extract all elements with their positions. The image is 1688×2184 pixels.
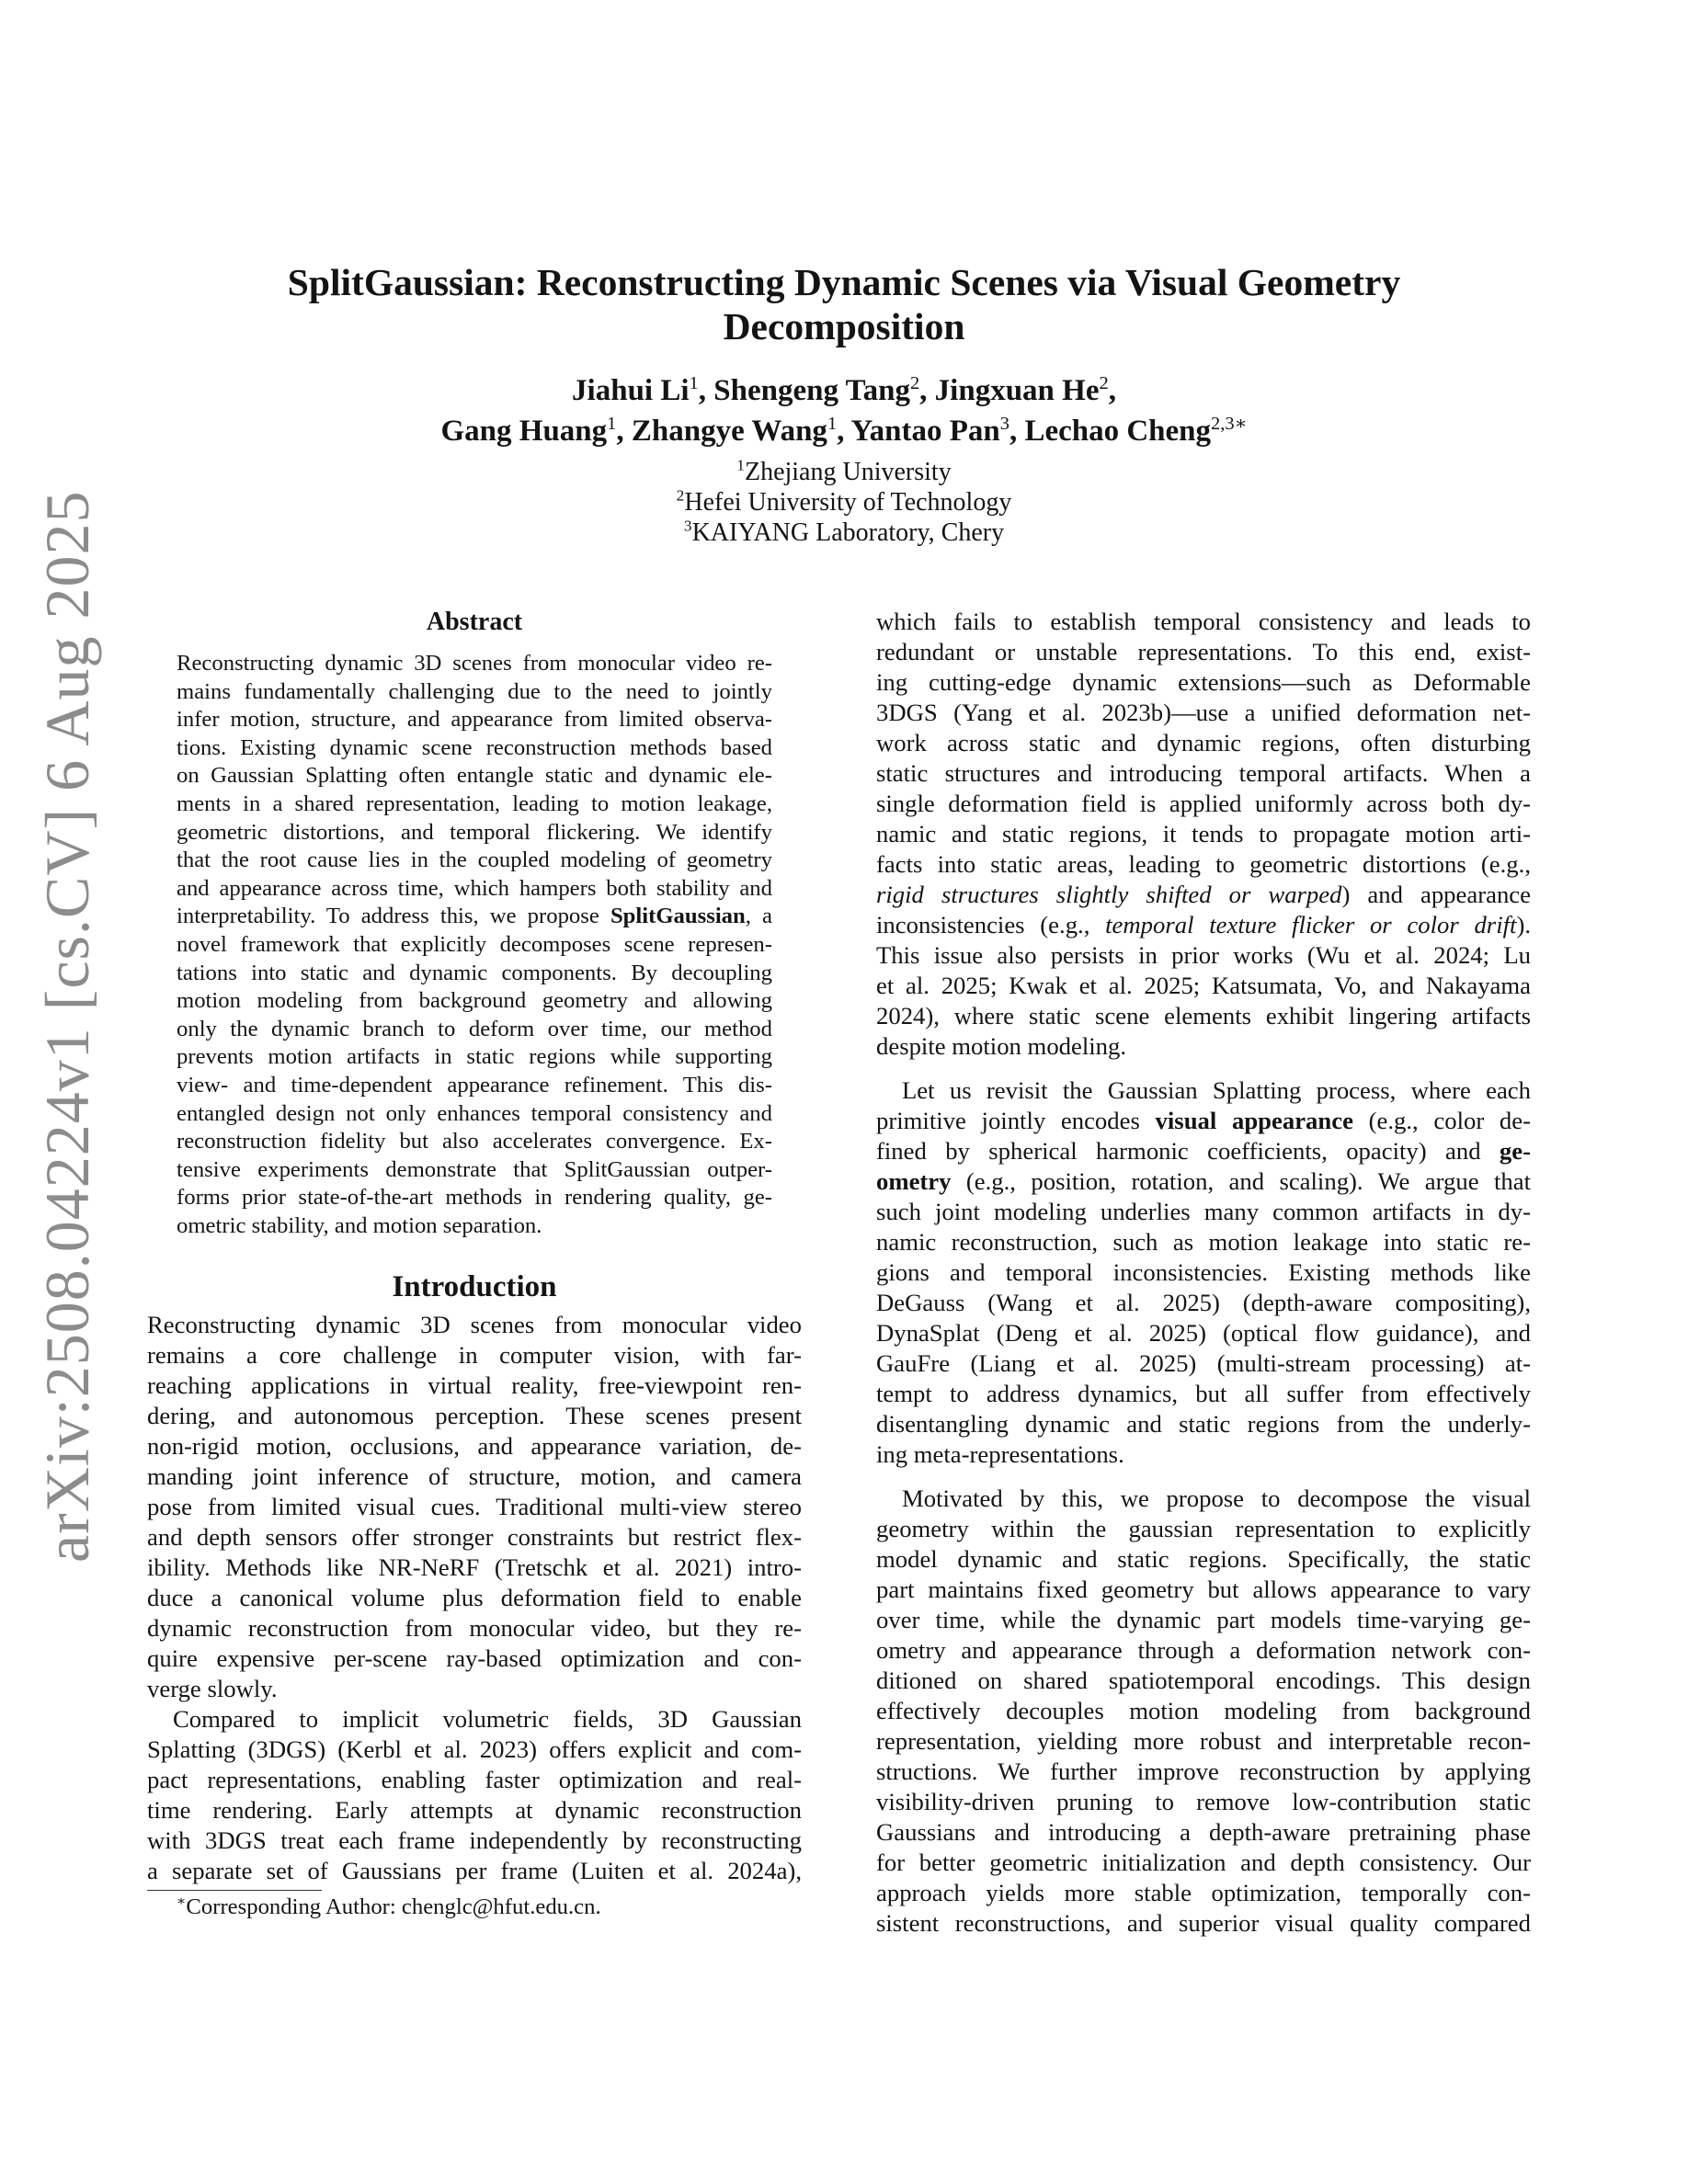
body-line: [876, 1136, 1531, 1166]
title-line-1: SplitGaussian: Reconstructing Dynamic Scenes via Visual Geometry: [287, 261, 1401, 303]
body-line: tempt to address dynamics, but all suffer from effectively: [876, 1380, 1531, 1407]
method-name: SplitGaussian: [610, 904, 746, 929]
author-name: Jiahui Li: [572, 374, 690, 407]
arxiv-identifier-stamp: arXiv:2508.04224v1 [cs.CV] 6 Aug 2025: [32, 490, 102, 1563]
author-affiliation-mark: 2: [909, 373, 920, 393]
body-line: facts into static areas, leading to geometric distortions (e.g.,: [876, 850, 1531, 878]
author-separator: ,: [919, 374, 935, 407]
italic-example: temporal texture flicker or color drift: [1105, 911, 1517, 938]
affiliation-mark: 2: [676, 486, 685, 505]
body-line: namic and static regions, it tends to propagate motion arti-: [876, 820, 1531, 847]
abstract-line: novel framework that explicitly decomposes scene represen-: [177, 931, 772, 957]
body-text: (e.g., color de-: [1352, 1107, 1531, 1134]
paper-title: [0, 260, 1688, 348]
author-line-2: [0, 411, 1688, 451]
abstract-line: ments in a shared representation, leading to motion leakage,: [177, 791, 772, 816]
body-line: [876, 1166, 1531, 1197]
affiliation-item: [0, 487, 1688, 518]
abstract-line: forms prior state-of-the-art methods in rendering quality, ge-: [177, 1185, 772, 1211]
body-line: single deformation field is applied uniformly across both dy-: [876, 790, 1531, 817]
affiliation-item: [0, 518, 1688, 548]
body-line: structions. We further improve reconstruction by applying: [876, 1757, 1531, 1785]
body-line: which fails to establish temporal consistency and leads to: [876, 608, 1531, 635]
author-name: Yantao Pan: [850, 415, 1000, 448]
body-line: model dynamic and static regions. Specifically, the static: [876, 1545, 1531, 1573]
abstract-line: mains fundamentally challenging due to the need to jointly: [177, 678, 772, 704]
abstract-body: [177, 650, 772, 1240]
affiliation-name: Hefei University of Technology: [684, 488, 1012, 517]
intro-line: Reconstructing dynamic 3D scenes from monocular video: [147, 1311, 802, 1338]
footnote-rule: [147, 1890, 322, 1891]
affiliation-name: Zhejiang University: [744, 458, 952, 486]
affiliation-name: KAIYANG Laboratory, Chery: [691, 518, 1005, 547]
body-line: [876, 880, 1531, 910]
body-line: approach yields more stable optimization, temporally con-: [876, 1879, 1531, 1906]
author-name: Zhangye Wang: [631, 415, 827, 448]
body-line: ing cutting-edge dynamic extensions—such as Deformable: [876, 668, 1531, 696]
abstract-line: tions. Existing dynamic scene reconstruction methods based: [177, 734, 772, 760]
author-name: Jingxuan He: [934, 374, 1100, 407]
bold-term: ometry: [876, 1167, 952, 1195]
author-affiliation-mark: 2: [1099, 373, 1109, 393]
author-separator: ,: [698, 374, 714, 407]
body-text: primitive jointly encodes: [876, 1107, 1156, 1134]
abstract-line: [177, 903, 772, 931]
body-line: DynaSplat (Deng et al. 2025) (optical flow guidance), and: [876, 1319, 1531, 1347]
author-separator: ,: [1009, 415, 1025, 448]
body-line: 3DGS (Yang et al. 2023b)—use a unified deformation net-: [876, 699, 1531, 726]
introduction-body: [147, 1310, 802, 1886]
abstract-line: reconstruction fidelity but also accelerates convergence. Ex-: [177, 1129, 772, 1155]
author-name: Gang Huang: [440, 415, 608, 448]
author-line-1: [0, 370, 1688, 411]
introduction-heading: Introduction: [392, 1270, 557, 1303]
intro-line: quire expensive per-scene ray-based optimization and con-: [147, 1644, 802, 1672]
italic-example: rigid structures slightly shifted or warped: [876, 881, 1342, 908]
affiliation-mark: 1: [736, 456, 745, 474]
body-line: DeGauss (Wang et al. 2025) (depth-aware compositing),: [876, 1289, 1531, 1316]
author-separator: ,: [616, 415, 632, 448]
body-line: despite motion modeling.: [876, 1032, 1127, 1060]
body-line: sistent reconstructions, and superior visual quality compared: [876, 1909, 1531, 1937]
body-line: part maintains fixed geometry but allows appearance to vary: [876, 1575, 1531, 1603]
body-line: GauFre (Liang et al. 2025) (multi-stream processing) at-: [876, 1349, 1531, 1377]
body-line: static structures and introducing temporal artifacts. When a: [876, 759, 1531, 787]
intro-line: duce a canonical volume plus deformation field to enable: [147, 1584, 802, 1611]
abstract-line: motion modeling from background geometry and allowing: [177, 988, 772, 1014]
body-text: ).: [1516, 911, 1531, 938]
body-line: geometry within the gaussian representation to explicitly: [876, 1515, 1531, 1542]
body-line: 2024), where static scene elements exhibit lingering artifacts: [876, 1002, 1531, 1029]
author-separator: ,: [1108, 374, 1116, 407]
author-affiliation-mark: 1: [607, 414, 617, 434]
body-line: Motivated by this, we propose to decompose the visual: [902, 1484, 1531, 1512]
abstract-line: tations into static and dynamic components. By decoupling: [177, 960, 772, 985]
body-line: visibility-driven pruning to remove low-contribution static: [876, 1788, 1531, 1815]
abstract-line: only the dynamic branch to deform over time, our method: [177, 1016, 772, 1041]
abstract-heading: Abstract: [426, 608, 523, 636]
body-line: Gaussians and introducing a depth-aware pretraining phase: [876, 1818, 1531, 1846]
abstract-line: geometric distortions, and temporal flickering. We identify: [177, 819, 772, 845]
abstract-line: on Gaussian Splatting often entangle static and dynamic ele-: [177, 763, 772, 789]
body-line: gions and temporal inconsistencies. Existing methods like: [876, 1258, 1531, 1286]
body-text: (e.g., position, rotation, and scaling). We argue that: [951, 1167, 1531, 1195]
intro-line: a separate set of Gaussians per frame (Luiten et al. 2024a),: [147, 1857, 802, 1884]
body-line: over time, while the dynamic part models time-varying ge-: [876, 1606, 1531, 1633]
abstract-line: entangled design not only enhances temporal consistency and: [177, 1100, 772, 1126]
paragraph: [876, 607, 1531, 1062]
paragraph: [876, 1075, 1531, 1470]
abstract-line: infer motion, structure, and appearance from limited observa-: [177, 707, 772, 733]
body-line: ing meta-representations.: [876, 1440, 1124, 1468]
abstract-line: tensive experiments demonstrate that SplitGaussian outper-: [177, 1156, 772, 1182]
body-line: redundant or unstable representations. To this end, exist-: [876, 638, 1531, 665]
abstract-line: Reconstructing dynamic 3D scenes from monocular video re-: [177, 651, 772, 676]
body-line: disentangling dynamic and static regions from the underly-: [876, 1410, 1531, 1438]
body-line: namic reconstruction, such as motion leakage into static re-: [876, 1228, 1531, 1256]
author-name: Shengeng Tang: [713, 374, 910, 407]
body-line: ometry and appearance through a deformation network con-: [876, 1636, 1531, 1664]
abstract-line: view- and time-dependent appearance refinement. This dis-: [177, 1072, 772, 1098]
abstract-text: interpretability. To address this, we propose: [177, 904, 610, 929]
author-affiliation-mark: 2,3∗: [1211, 414, 1248, 434]
intro-line: dering, and autonomous perception. These scenes present: [147, 1402, 802, 1429]
author-affiliation-mark: 1: [689, 373, 699, 393]
body-line: [876, 1106, 1531, 1136]
intro-line: and depth sensors offer stronger constraints but restrict flex-: [147, 1523, 802, 1551]
body-line: such joint modeling underlies many common artifacts in dy-: [876, 1198, 1531, 1225]
author-name: Lechao Cheng: [1024, 415, 1212, 448]
body-line: This issue also persists in prior works (Wu et al. 2024; Lu: [876, 941, 1531, 969]
body-line: Let us revisit the Gaussian Splatting process, where each: [902, 1076, 1531, 1104]
body-line: work across static and dynamic regions, often disturbing: [876, 729, 1531, 756]
body-text: inconsistencies (e.g.,: [876, 911, 1106, 938]
abstract-text: , a: [745, 904, 772, 929]
intro-line: pose from limited visual cues. Traditional multi-view stereo: [147, 1493, 802, 1520]
author-affiliation-mark: 1: [827, 414, 838, 434]
abstract-line: ometric stability, and motion separation.: [177, 1212, 542, 1238]
body-text: fined by spherical harmonic coefficients, opacity) and: [876, 1137, 1500, 1165]
bold-term: visual appearance: [1155, 1107, 1353, 1134]
intro-line: manding joint inference of structure, motion, and camera: [147, 1462, 802, 1490]
intro-line: ibility. Methods like NR-NeRF (Tretschk et al. 2021) intro-: [147, 1553, 802, 1581]
intro-line: non-rigid motion, occlusions, and appearance variation, de-: [147, 1432, 802, 1460]
body-line: effectively decouples motion modeling from background: [876, 1697, 1531, 1724]
intro-line: Splatting (3DGS) (Kerbl et al. 2023) offers explicit and com-: [147, 1735, 802, 1763]
intro-line: remains a core challenge in computer vision, with far-: [147, 1341, 802, 1369]
title-line-2: Decomposition: [723, 305, 965, 347]
intro-line: pact representations, enabling faster optimization and real-: [147, 1766, 802, 1793]
intro-line: reaching applications in virtual reality, free-viewpoint ren-: [147, 1371, 802, 1399]
right-column-body: [876, 607, 1531, 1952]
footnote-text: Corresponding Author: chenglc@hfut.edu.cn.: [186, 1894, 601, 1919]
abstract-line: and appearance across time, which hampers both stability and: [177, 875, 772, 901]
paragraph: [876, 1484, 1531, 1939]
body-line: for better geometric initialization and depth consistency. Our: [876, 1848, 1531, 1876]
intro-line: Compared to implicit volumetric fields, 3D Gaussian: [173, 1705, 802, 1733]
intro-line: dynamic reconstruction from monocular video, but they re-: [147, 1614, 802, 1642]
body-line: et al. 2025; Kwak et al. 2025; Katsumata, Vo, and Nakayama: [876, 972, 1531, 999]
author-separator: ,: [837, 415, 851, 448]
footnote-mark: ∗: [177, 1893, 187, 1909]
footnote: [177, 1894, 802, 1921]
affiliation-mark: 3: [683, 517, 692, 535]
author-affiliation-mark: 3: [999, 414, 1009, 434]
affiliation-list: [0, 457, 1688, 548]
bold-term: ge-: [1499, 1137, 1531, 1165]
body-line: [876, 910, 1531, 940]
intro-line: time rendering. Early attempts at dynamic reconstruction: [147, 1796, 802, 1824]
body-line: ditioned on shared spatiotemporal encodings. This design: [876, 1666, 1531, 1694]
author-list: [0, 370, 1688, 451]
affiliation-item: [0, 457, 1688, 487]
body-text: ) and appearance: [1341, 881, 1531, 908]
body-line: representation, yielding more robust and interpretable recon-: [876, 1727, 1531, 1755]
abstract-line: that the root cause lies in the coupled modeling of geometry: [177, 847, 772, 873]
intro-line: verge slowly.: [147, 1675, 278, 1702]
intro-line: with 3DGS treat each frame independently by reconstructing: [147, 1826, 802, 1854]
abstract-line: prevents motion artifacts in static regions while supporting: [177, 1044, 772, 1070]
